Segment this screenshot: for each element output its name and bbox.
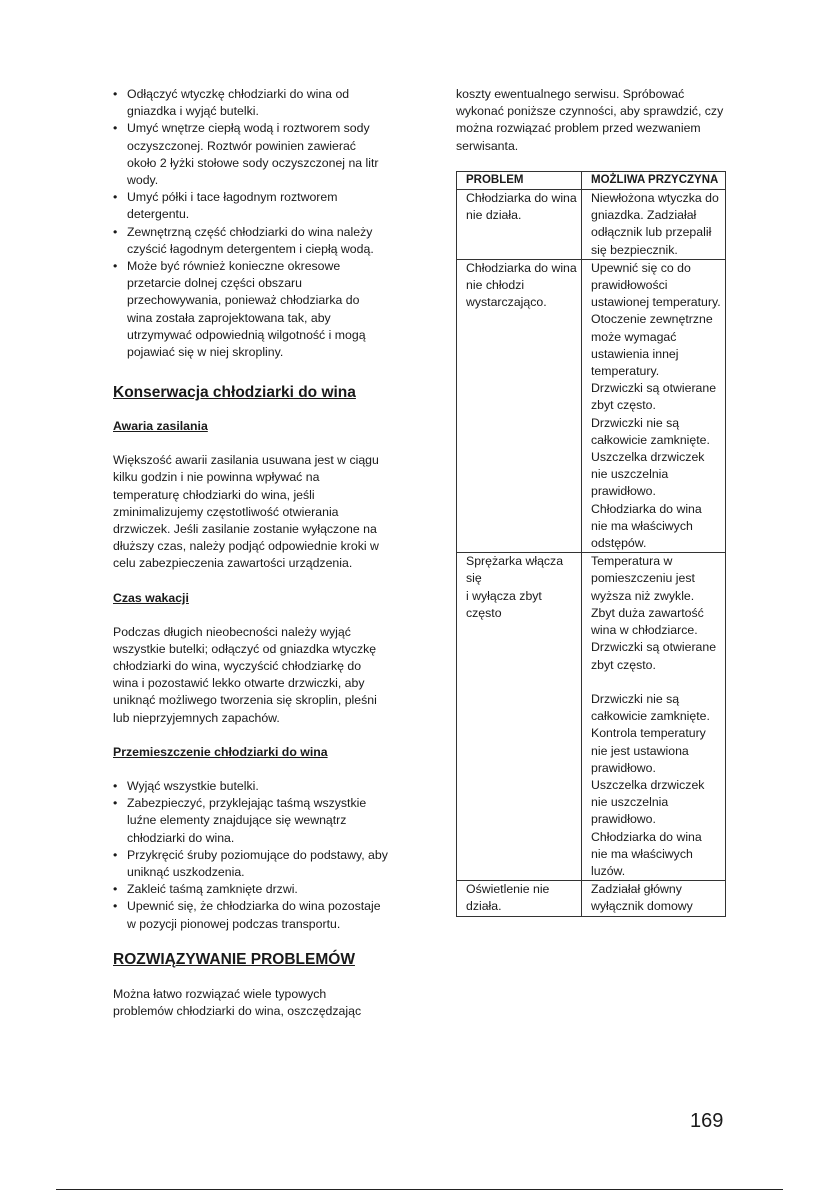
table-row <box>457 553 726 881</box>
maintenance-heading: Konserwacja chłodziarki do wina <box>113 384 356 402</box>
troubleshooting-intro: Można łatwo rozwiązać wiele typowych problemów chłodziarki do wina, oszczędzając <box>113 986 362 1018</box>
list-item: • Zewnętrzną część chłodziarki do wina należy czyścić łagodnym detergentem i ciepłą wodą. <box>113 224 388 258</box>
list-item: • Odłączyć wtyczkę chłodziarki do wina od gniazdka i wyjąć butelki. <box>113 86 388 120</box>
troubleshooting-table <box>456 171 726 917</box>
right-column <box>456 86 728 917</box>
cause-cell: Temperatura w pomieszczeniu jest wyższa niż zwykle. Zbyt duża zawartość wina w chłodziarce. Drzwiczki są otwierane zbyt często. Drzwiczki nie są całkowicie zamknięte. Kontrola temperatury nie jest ustawiona prawidłowo. Uszczelka drzwiczek nie uszczelnia prawidłowo. Chłodziarka do wina nie ma właściwych luzów. <box>582 553 726 881</box>
list-item: • Zabezpieczyć, przyklejając taśmą wszystkie luźne elementy znajdujące się wewnątrz chłodziarki do wina. <box>113 795 388 847</box>
cause-cell: Upewnić się co do prawidłowości ustawionej temperatury. Otoczenie zewnętrzne może wymagać ustawienia innej temperatury. Drzwiczki są otwierane zbyt często. Drzwiczki nie są całkowicie zamknięte. Uszczelka drzwiczek nie uszczelnia prawidłowo. Chłodziarka do wina nie ma właściwych odstępów. <box>582 259 726 552</box>
table-row <box>457 259 726 552</box>
power-failure-paragraph: Większość awarii zasilania usuwana jest w ciągu kilku godzin i nie powinna wpływać na temperaturę chłodziarki do wina, jeśli zminimalizujemy częstotliwość otwierania drzwiczek. Jeśli zasilanie zostanie wyłączone na dłuższy czas, należy podjąć odpowiednie kroki w celu zabezpieczenia zawartości urządzenia. <box>113 453 379 571</box>
troubleshooting-heading: ROZWIĄZYWANIE PROBLEMÓW <box>113 950 355 968</box>
vacation-heading: Czas wakacji <box>113 590 189 605</box>
problem-cell: Oświetlenie nie działa. <box>457 881 582 916</box>
list-item: • Umyć wnętrze ciepłą wodą i roztworem sody oczyszczonej. Roztwór powinien zawierać około 2 łyżki stołowe sody oczyszczonej na litr wody. <box>113 120 388 189</box>
problem-cell: Chłodziarka do wina nie chłodzi wystarczająco. <box>457 259 582 552</box>
vacation-paragraph: Podczas długich nieobecności należy wyjąć wszystkie butelki; odłączyć od gniazdka wtyczkę chłodziarki do wina, wyczyścić chłodziarkę do wina i pozostawić lekko otwarte drzwiczki, aby uniknąć możliwego tworzenia się skroplin, pleśni lub nieprzyjemnych zapachów. <box>113 624 377 725</box>
cause-cell: Niewłożona wtyczka do gniazdka. Zadziałał odłącznik lub przepalił się bezpiecznik. <box>582 190 726 260</box>
moving-heading: Przemieszczenie chłodziarki do wina <box>113 744 328 759</box>
left-column <box>113 86 388 1020</box>
problem-cell: Sprężarka włącza się i wyłącza zbyt często <box>457 553 582 881</box>
cleaning-list <box>113 86 388 361</box>
problem-cell: Chłodziarka do wina nie działa. <box>457 190 582 260</box>
list-item: • Upewnić się, że chłodziarka do wina pozostaje w pozycji pionowej podczas transportu. <box>113 898 388 932</box>
list-item: • Wyjąć wszystkie butelki. <box>113 778 388 795</box>
list-item: • Może być również konieczne okresowe przetarcie dolnej części obszaru przechowywania, ponieważ chłodziarka do wina została zaprojektowana tak, aby utrzymywać odpowiednią wilgotność i mogą pojawiać się w niej skropliny. <box>113 258 388 361</box>
column-header-problem: PROBLEM <box>457 171 582 189</box>
list-item: • Zakleić taśmą zamknięte drzwi. <box>113 881 388 898</box>
table-row <box>457 881 726 916</box>
troubleshooting-intro-continued: koszty ewentualnego serwisu. Spróbować wykonać poniższe czynności, aby sprawdzić, czy można rozwiązać problem przed wezwaniem serwisanta. <box>456 87 724 153</box>
cause-cell: Zadziałał główny wyłącznik domowy <box>582 881 726 916</box>
moving-list <box>113 778 388 933</box>
table-header-row <box>457 171 726 189</box>
page-number: 169 <box>690 1110 724 1132</box>
list-item: • Przykręcić śruby poziomujące do podstawy, aby uniknąć uszkodzenia. <box>113 847 388 881</box>
column-header-cause: MOŻLIWA PRZYCZYNA <box>582 171 726 189</box>
footer-divider <box>56 1189 783 1190</box>
table-row <box>457 190 726 260</box>
power-failure-heading: Awaria zasilania <box>113 419 208 434</box>
list-item: • Umyć półki i tace łagodnym roztworem detergentu. <box>113 189 388 223</box>
